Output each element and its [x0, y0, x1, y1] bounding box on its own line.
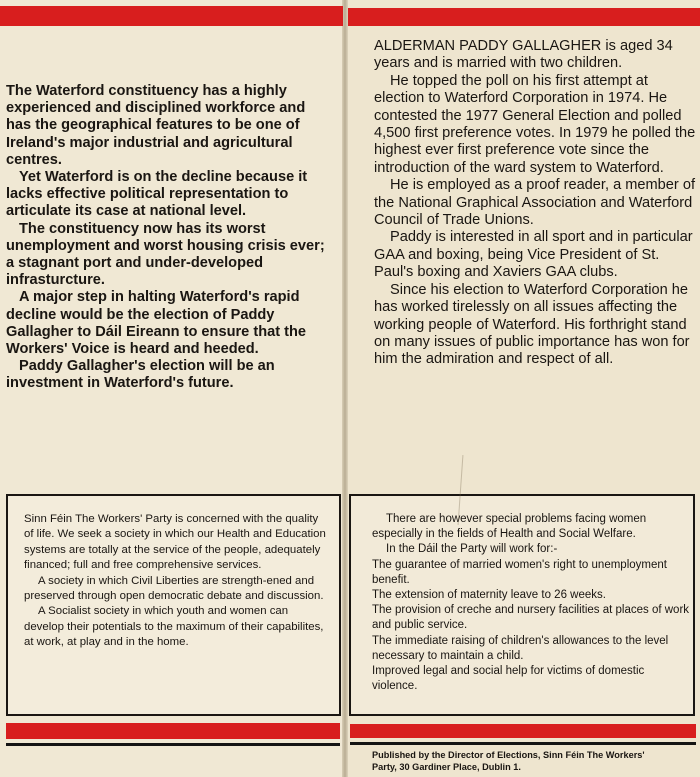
intro-paragraph: Yet Waterford is on the decline because it lacks effective political representation to articulate its case at national level. [6, 169, 308, 220]
imprint-line: Party, 30 Gardiner Place, Dublin 1. [372, 762, 521, 772]
policy-paragraph: A Socialist society in which youth and women can develop their potentials to the maximum of their capabilites, at work, at play and in the home. [24, 605, 324, 649]
intro-section [6, 83, 326, 393]
bio-paragraph: He is employed as a proof reader, a member of the National Graphical Association and Waterford Council of Trade Unions. [374, 177, 696, 229]
bottom-black-rule-right [350, 742, 696, 745]
intro-paragraph: A major step in halting Waterford's rapid decline would be the election of Paddy Gallagher to Dáil Eireann to ensure that the Workers' Voice is heard and heeded. [6, 289, 307, 358]
women-item: Improved legal and social help for victims of domestic violence. [372, 665, 645, 693]
top-red-band-right [348, 8, 700, 26]
bio-paragraph: Since his election to Waterford Corporation he has worked tirelessly on all issues affecting the working people of Waterford. His forthright stand on many issues of public importance has won for him the admiration and respect of all. [374, 281, 690, 368]
intro-paragraph: Paddy Gallagher's election will be an investment in Waterford's future. [6, 358, 275, 392]
bio-paragraph: He topped the poll on his first attempt at election to Waterford Corporation in 1974. He contested the 1977 General Election and polled 4,500 first preference votes. In 1979 he polled the highest ever first preference vote since the introduction of the ward system to Waterford. [374, 72, 696, 176]
top-red-band-left [0, 6, 343, 26]
women-text [372, 512, 690, 694]
policy-text [24, 512, 326, 651]
imprint-line: Published by the Director of Elections, Sinn Féin The Workers' [372, 750, 645, 760]
bottom-red-band-right [350, 724, 696, 738]
bio-paragraph: ALDERMAN PADDY GALLAGHER is aged 34 years and is married with two children. [374, 38, 673, 72]
bio-paragraph: Paddy is interested in all sport and in particular GAA and boxing, being Vice President of St. Paul's boxing and Xaviers GAA clubs. [374, 229, 693, 281]
bottom-red-band-left [6, 723, 340, 739]
candidate-bio [374, 38, 696, 369]
policy-paragraph: A society in which Civil Liberties are strength-ened and preserved through open democratic debate and discussion. [24, 574, 324, 603]
intro-paragraph: The Waterford constituency has a highly experienced and disciplined workforce and has the geographical features to be one of Ireland's major industrial and agricultural centres. [6, 83, 306, 168]
imprint [372, 749, 697, 773]
intro-paragraph: The constituency now has its worst unemployment and worst housing crisis ever; a stagnant port and under-developed infrasturcture. [6, 220, 325, 289]
fold-line [342, 0, 348, 777]
policy-paragraph: Sinn Féin The Workers' Party is concerned with the quality of life. We seek a society in which our Health and Education systems are totally at the service of the people, adequately financed; full and free comprehensive services. [24, 513, 326, 572]
women-item: The extension of maternity leave to 26 weeks. [372, 589, 606, 602]
women-item: The provision of creche and nursery facilities at places of work and public service. [372, 604, 690, 632]
women-intro: There are however special problems facing women especially in the fields of Health and Social Welfare. [372, 513, 647, 541]
bottom-black-rule-left [6, 743, 340, 746]
women-lead: In the Dáil the Party will work for:- [386, 543, 558, 556]
women-item: The immediate raising of children's allowances to the level necessary to maintain a child. [372, 634, 669, 662]
women-item: The guarantee of married women's right to unemployment benefit. [372, 558, 667, 586]
